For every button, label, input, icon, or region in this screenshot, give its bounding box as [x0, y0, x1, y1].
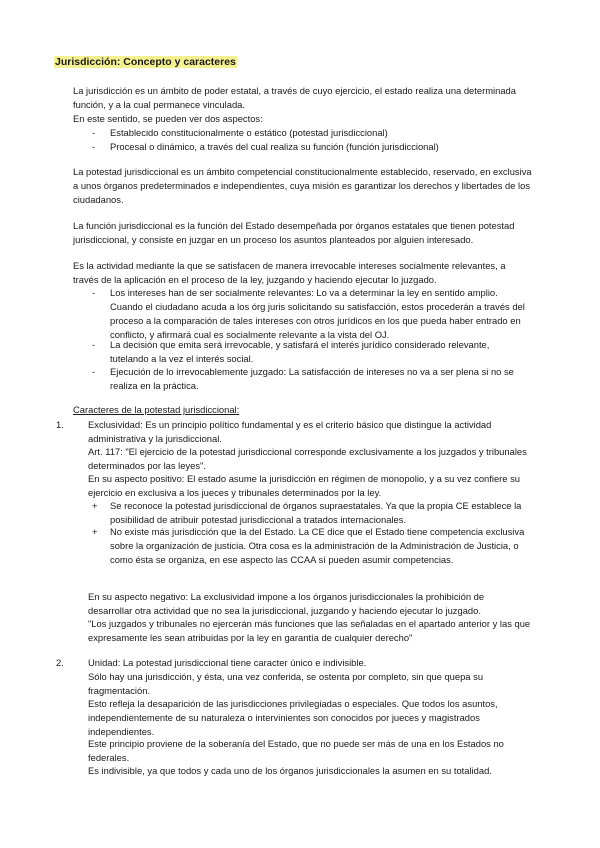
potestad-paragraph: La potestad jurisdiccional es un ámbito competencial constitucionalmente establecido, reservado, en exclusiva a unos órganos predeterminados e independientes, cuya misión es garantizar los derechos y libertades de los ciudadanos. — [73, 166, 532, 205]
funcion-paragraph: La función jurisdiccional es la función del Estado desempeñada por órganos estatales que tienen potestad jurisdiccional, y consiste en juzgar en un proceso los asuntos planteados por alguien interesado. — [73, 220, 515, 245]
exclusividad-paragraph: Exclusividad: Es un principio político fundamental y es el criterio básico que distingue la actividad administrativa y la jurisdiccional. — [88, 419, 492, 444]
unidad-soberania: Este principio proviene de la soberanía del Estado, que no puede ser más de una en los Estados no federales. — [88, 738, 504, 763]
aspect-static: Establecido constitucionalmente o estático (potestad jurisdiccional) — [110, 127, 388, 138]
page-title: Jurisdicción: Concepto y caracteres — [55, 56, 236, 68]
dash-bullet: - — [92, 366, 96, 377]
caracteres-heading: Caracteres de la potestad jurisdiccional: — [73, 404, 240, 415]
item-number: 1. — [56, 419, 64, 430]
dash-bullet: - — [92, 141, 96, 152]
plus-bullet: + — [92, 500, 98, 511]
funcion-bullet-decision: La decisión que emita será irrevocable, y satisfará el interés jurídico considerado relevante, tutelando a la vez el interés social. — [110, 339, 490, 364]
item-number: 2. — [56, 657, 64, 668]
intro-paragraph: La jurisdicción es un ámbito de poder estatal, a través de cuyo ejercicio, el estado realiza una determinada función, y a la cual permanece vinculada. — [73, 85, 516, 110]
unidad-desaparicion: Esto refleja la desaparición de las jurisdicciones privilegiadas o especiales. Que todos los asuntos, independientemente de su naturaleza o intervinientes son conocidos por jueces y magistrados independientes. — [88, 698, 498, 737]
plus-item-supraestatales: Se reconoce la potestad jurisdiccional de órganos supraestatales. Ya que la propia CE establece la posibilidad de atribuir potestad jurisdiccional a tratados internacionales. — [110, 500, 522, 525]
aspecto-positivo: En su aspecto positivo: El estado asume la jurisdicción en régimen de monopolio, y a su vez confiere su ejercicio en exclusiva a los jueces y tribunales determinados por la ley. — [88, 473, 521, 498]
art117-quote: Art. 117: "El ejercicio de la potestad jurisdiccional corresponde exclusivamente a los juzgados y tribunales determinados por las leyes". — [88, 446, 527, 471]
dash-bullet: - — [92, 127, 96, 138]
aspect-dynamic: Procesal o dinámico, a través del cual realiza su función (función jurisdiccional) — [110, 141, 439, 152]
unidad-paragraph: Unidad: La potestad jurisdiccional tiene caracter único e indivisible. — [88, 657, 367, 668]
dash-bullet: - — [92, 339, 96, 350]
actividad-paragraph: Es la actividad mediante la que se satisfacen de manera irrevocable intereses socialmente relevantes, a través de la aplicación en el proceso de la ley, juzgando y haciendo ejecutar lo juzgado. — [73, 260, 506, 285]
funcion-bullet-intereses: Los intereses han de ser socialmente relevantes: Lo va a determinar la ley en sentido amplio. Cuando el ciudadano acuda a los órg juris solicitando su satisfacción, estos procederán a través del proceso a la comparación de tales intereses con otros jurídicos en los que pueda haber entrado en conflicto, y afirmará cual es socialmente relevante a la vista del OJ. — [110, 287, 525, 340]
funcion-bullet-ejecucion: Ejecución de lo irrevocablemente juzgado: La satisfacción de intereses no va a ser plena si no se realiza en la práctica. — [110, 366, 514, 391]
plus-bullet: + — [92, 526, 98, 537]
aspecto-negativo: En su aspecto negativo: La exclusividad impone a los órganos jurisdiccionales la prohibición de desarrollar otra actividad que no sea la jurisdiccional, juzgando y haciendo ejecutar lo juzgado. — [88, 591, 485, 616]
juzgados-quote: "Los juzgados y tribunales no ejercerán más funciones que las señaladas en el apartado anterior y las que expresamente les sean atribuidas por la ley en garantía de cualquier derecho" — [88, 618, 531, 643]
aspects-intro: En este sentido, se pueden ver dos aspectos: — [73, 113, 263, 124]
plus-item-estado: No existe más jurisdicción que la del Estado. La CE dice que el Estado tiene competencia exclusiva sobre la organización de justicia. Otra cosa es la administración de la Administración de Justicia, o como ésta se organiza, en ese aspecto las CCAA sí pueden asumir competencias. — [110, 526, 525, 565]
unidad-una-jurisdiccion: Sólo hay una jurisdicción, y ésta, una vez conferida, se ostenta por completo, sin que quepa su fragmentación. — [88, 671, 484, 696]
unidad-indivisible: Es indivisible, ya que todos y cada uno de los órganos jurisdiccionales la asumen en su totalidad. — [88, 765, 492, 776]
dash-bullet: - — [92, 287, 96, 298]
